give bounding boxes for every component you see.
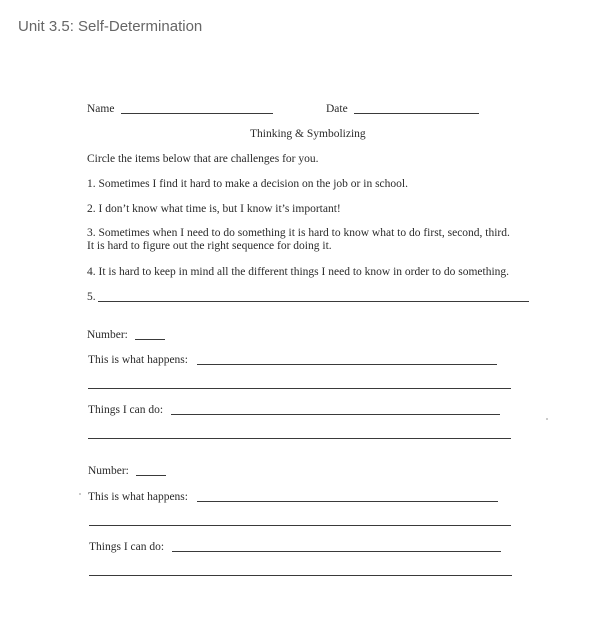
challenge-item-5-line — [98, 301, 529, 302]
section-title: Thinking & Symbolizing — [250, 128, 366, 140]
block-2-number-line — [136, 475, 166, 476]
challenge-item-2: 2. I don’t know what time is, but I know it’s important! — [87, 203, 341, 215]
block-1-can-do-line-2 — [88, 438, 511, 439]
block-2-can-do-line-2 — [89, 575, 512, 576]
scan-speck — [546, 418, 548, 420]
block-2-number-label: Number: — [88, 465, 129, 477]
block-2-happens-line — [197, 501, 498, 502]
block-2-can-do-label: Things I can do: — [89, 541, 165, 553]
block-1-happens-line-2 — [88, 388, 511, 389]
challenge-item-3 — [87, 227, 547, 253]
challenge-item-5-label: 5. — [87, 291, 96, 303]
challenge-item-4: 4. It is hard to keep in mind all the different things I need to know in order to do something. — [87, 266, 510, 278]
scan-speck — [79, 493, 81, 495]
block-1-can-do-line — [171, 414, 500, 415]
block-1-number-line — [135, 339, 165, 340]
block-1-can-do-label: Things I can do: — [88, 404, 164, 416]
date-label: Date — [326, 103, 348, 115]
block-1-number-label: Number: — [87, 329, 128, 341]
block-2-happens-line-2 — [89, 525, 511, 526]
challenge-item-3-line-1: 3. Sometimes when I need to do something it is hard to know what to do first, second, third. — [87, 227, 510, 239]
challenge-item-3-line-2: It is hard to figure out the right sequence for doing it. — [87, 240, 332, 252]
unit-title: Unit 3.5: Self-Determination — [18, 18, 203, 35]
date-field-line — [354, 113, 479, 114]
block-2-can-do-line — [172, 551, 501, 552]
block-2-happens-label: This is what happens: — [88, 491, 188, 503]
challenge-item-1: 1. Sometimes I find it hard to make a decision on the job or in school. — [87, 178, 408, 190]
name-label: Name — [87, 103, 115, 115]
instructions: Circle the items below that are challenges for you. — [87, 153, 319, 165]
name-field-line — [121, 113, 273, 114]
block-1-happens-label: This is what happens: — [88, 354, 188, 366]
block-1-happens-line — [197, 364, 497, 365]
